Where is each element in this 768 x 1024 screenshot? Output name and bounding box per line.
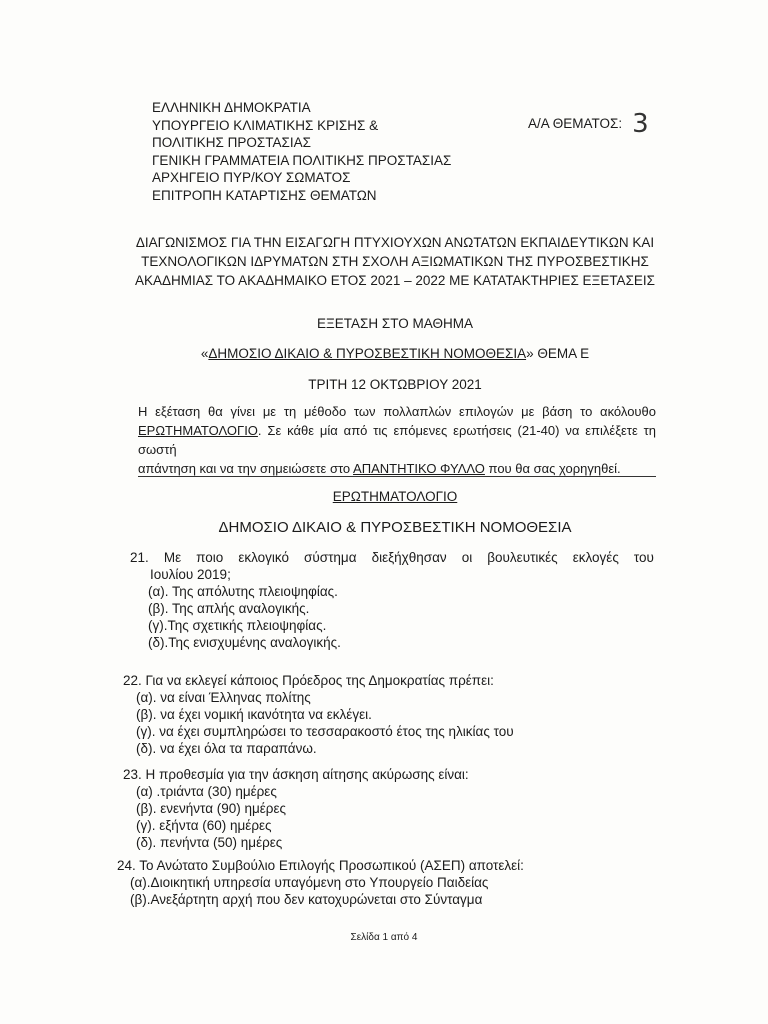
stem-word: σύστημα <box>304 550 357 565</box>
stem-word: εκλογές <box>572 550 619 565</box>
answer-option: (β). ενενήντα (90) ημέρες <box>136 801 287 816</box>
course-title <box>130 346 660 361</box>
question-stem: 24. Το Ανώτατο Συμβούλιο Επιλογής Προσωπικού (ΑΣΕΠ) αποτελεί: <box>117 858 524 873</box>
contest-line: ΔΙΑΓΩΝΙΣΜΟΣ ΓΙΑ ΤΗΝ ΕΙΣΑΓΩΓΗ ΠΤΥΧΙΟΥΧΩΝ ΑΝΩΤΑΤΩΝ ΕΚΠΑΙΔΕΥΤΙΚΩΝ ΚΑΙ <box>135 235 655 250</box>
answer-option: (δ). να έχει όλα τα παραπάνω. <box>136 741 317 756</box>
subject-number-field <box>528 109 649 139</box>
instructions-text: απάντηση και να την σημειώσετε στο <box>138 461 354 476</box>
answer-option: (γ).Της σχετικής πλειοψηφίας. <box>148 618 327 633</box>
exam-date: ΤΡΙΤΗ 12 ΟΚΤΩΒΡΙΟΥ 2021 <box>308 377 482 392</box>
subject-number-handwritten: 3 <box>632 109 649 139</box>
stem-word: του <box>633 550 654 565</box>
course-open-quote: « <box>200 346 209 361</box>
stem-word: Με <box>163 550 182 565</box>
stem-word: 21. <box>130 550 149 565</box>
authority-line: ΠΟΛΙΤΙΚΗΣ ΠΡΟΣΤΑΣΙΑΣ <box>152 135 311 151</box>
authority-line: ΕΛΛΗΝΙΚΗ ΔΗΜΟΚΡΑΤΙΑ <box>152 100 311 115</box>
stem-word: εκλογικό <box>238 550 289 565</box>
stem-word: διεξήχθησαν <box>371 550 447 565</box>
contest-line: ΤΕΧΝΟΛΟΓΙΚΩΝ ΙΔΡΥΜΑΤΩΝ ΣΤΗ ΣΧΟΛΗ ΑΞΙΩΜΑΤΙΚΩΝ ΤΗΣ ΠΥΡΟΣΒΕΣΤΙΚΗΣ <box>141 254 649 269</box>
questionnaire-heading: ΕΡΩΤΗΜΑΤΟΛΟΓΙΟ <box>332 489 458 504</box>
question-stem: 22. Για να εκλεγεί κάποιος Πρόεδρος της Δημοκρατίας πρέπει: <box>123 673 494 688</box>
answer-sheet-reference: ΑΠΑΝΤΗΤΙΚΟ ΦΥΛΛΟ <box>353 461 485 476</box>
stem-word: βουλευτικές <box>487 550 558 565</box>
answer-option: (β). να έχει νομική ικανότητα να εκλέγει. <box>136 707 372 722</box>
answer-options <box>136 689 514 757</box>
question-stem-continued: Ιουλίου 2019; <box>150 567 231 582</box>
answer-option: (β). Της απλής αναλογικής. <box>148 601 310 616</box>
answer-option: (β).Ανεξάρτητη αρχή που δεν κατοχυρώνεται στο Σύνταγμα <box>130 892 483 907</box>
course-name: ΔΗΜΟΣΙΟ ΔΙΚΑΙΟ & ΠΥΡΟΣΒΕΣΤΙΚΗ ΝΟΜΟΘΕΣΙΑ <box>208 346 527 361</box>
answer-options <box>130 874 524 908</box>
issuing-authority <box>152 99 451 205</box>
answer-option: (γ). εξήντα (60) ημέρες <box>136 818 272 833</box>
stem-word: οι <box>461 550 473 565</box>
question-24 <box>117 857 524 908</box>
answer-options <box>148 583 654 651</box>
contest-line: ΑΚΑΔΗΜΙΑΣ ΤΟ ΑΚΑΔΗΜΑΙΚΟ ΕΤΟΣ 2021 – 2022 ΜΕ ΚΑΤΑΤΑΚΤΗΡΙΕΣ ΕΞΕΤΑΣΕΙΣ <box>134 273 656 288</box>
questionnaire-reference: ΕΡΩΤΗΜΑΤΟΛΟΓΙΟ <box>138 423 258 438</box>
authority-line: ΥΠΟΥΡΓΕΙΟ ΚΛΙΜΑΤΙΚΗΣ ΚΡΙΣΗΣ & <box>152 117 379 133</box>
answer-option: (δ).Της ενισχυμένης αναλογικής. <box>148 635 341 650</box>
instructions <box>138 402 656 478</box>
authority-line: ΕΠΙΤΡΟΠΗ ΚΑΤΑΡΤΙΣΗΣ ΘΕΜΑΤΩΝ <box>152 187 377 203</box>
answer-option: (α). να είναι Έλληνας πολίτης <box>136 690 311 705</box>
horizontal-divider <box>138 476 656 477</box>
stem-word: ποιο <box>196 550 224 565</box>
question-stem <box>130 549 654 566</box>
instructions-text: . Σε κάθε μία από τις επόμενες ερωτήσεις (21-40) να επιλέξετε τη σωστή <box>138 423 656 457</box>
question-23 <box>123 766 469 851</box>
authority-line: ΑΡΧΗΓΕΙΟ ΠΥΡ/ΚΟΥ ΣΩΜΑΤΟΣ <box>152 170 351 186</box>
question-22 <box>123 672 514 757</box>
subject-number-label: Α/Α ΘΕΜΑΤΟΣ: <box>528 116 623 131</box>
contest-title <box>130 233 660 290</box>
instructions-text: που θα σας χορηγηθεί. <box>484 461 621 476</box>
instructions-line: Η εξέταση θα γίνει με τη μέθοδο των πολλαπλών επιλογών με βάση το ακόλουθο <box>138 404 656 419</box>
questionnaire-subject: ΔΗΜΟΣΙΟ ΔΙΚΑΙΟ & ΠΥΡΟΣΒΕΣΤΙΚΗ ΝΟΜΟΘΕΣΙΑ <box>218 519 572 536</box>
question-21 <box>130 549 654 651</box>
answer-option: (α) .τριάντα (30) ημέρες <box>136 784 277 799</box>
instructions-line <box>138 421 656 459</box>
exam-title: ΕΞΕΤΑΣΗ ΣΤΟ ΜΑΘΗΜΑ <box>317 316 473 331</box>
page-number: Σελίδα 1 από 4 <box>350 932 418 943</box>
answer-option: (α). Της απόλυτης πλειοψηφίας. <box>148 584 338 599</box>
answer-option: (α).Διοικητική υπηρεσία υπαγόμενη στο Υπουργείο Παιδείας <box>130 875 489 890</box>
answer-options <box>136 783 469 851</box>
answer-option: (γ). να έχει συμπληρώσει το τεσσαρακοστό έτος της ηλικίας του <box>136 724 514 739</box>
authority-line: ΓΕΝΙΚΗ ΓΡΑΜΜΑΤΕΙΑ ΠΟΛΙΤΙΚΗΣ ΠΡΟΣΤΑΣΙΑΣ <box>152 152 452 168</box>
question-stem: 23. Η προθεσμία για την άσκηση αίτησης ακύρωσης είναι: <box>123 767 469 782</box>
course-subject-code: » ΘΕΜΑ Ε <box>526 346 590 361</box>
answer-option: (δ). πενήντα (50) ημέρες <box>136 835 283 850</box>
